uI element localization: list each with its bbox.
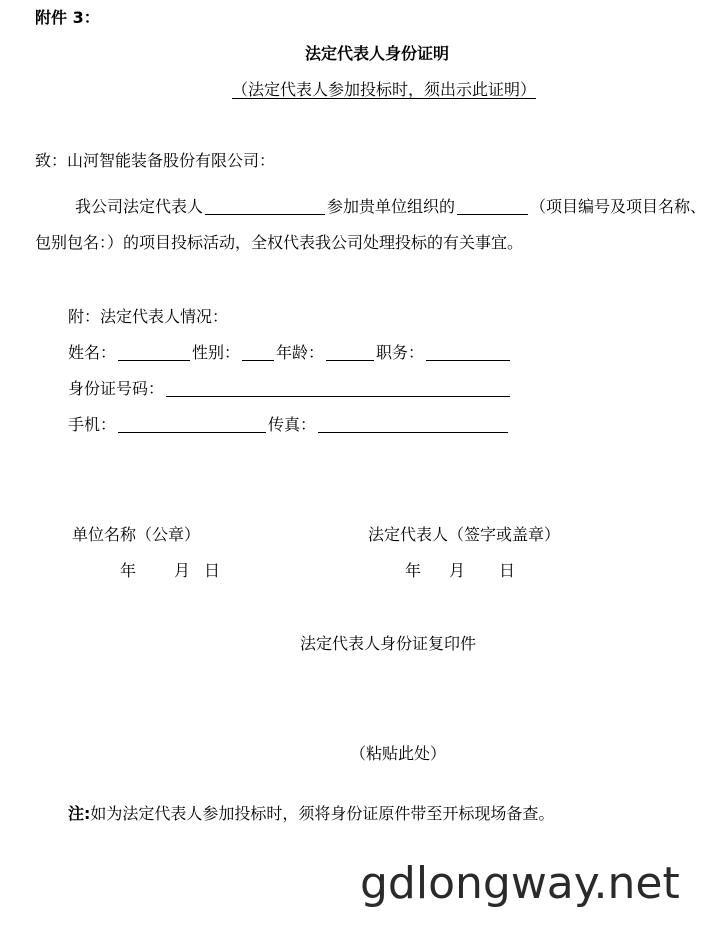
body-text-representative: 我公司法定代表人 (75, 197, 204, 216)
note-line (68, 804, 554, 824)
representative-name-blank (205, 200, 325, 215)
rep-date-month: 月 (449, 561, 466, 580)
id-copy-caption: 法定代表人身份证复印件 (300, 634, 477, 653)
id-number-blank (166, 382, 510, 397)
name-label: 姓名： (68, 343, 117, 362)
rep-date-year: 年 (405, 561, 422, 580)
addressee: 致：山河智能装备股份有限公司： (35, 151, 276, 170)
personal-info-row (68, 343, 512, 363)
unit-date-year: 年 (120, 561, 137, 580)
representative-signature-label: 法定代表人（签字或盖章） (368, 525, 561, 544)
contact-row (68, 415, 510, 435)
info-heading: 附：法定代表人情况： (68, 307, 229, 326)
unit-date-row (0, 561, 720, 581)
body-line-1 (75, 197, 720, 217)
gender-label: 性别： (192, 343, 241, 362)
age-label: 年龄： (276, 343, 325, 362)
note-prefix: 注: (68, 804, 91, 823)
document-subtitle: （法定代表人参加投标时，须出示此证明） (232, 80, 537, 99)
position-label: 职务： (376, 343, 425, 362)
position-blank (426, 346, 510, 361)
phone-label: 手机： (68, 415, 117, 434)
rep-date-day: 日 (499, 561, 516, 580)
name-blank (118, 346, 190, 361)
note-text: 如为法定代表人参加投标时，须将身份证原件带至开标现场备查。 (90, 804, 555, 823)
fax-label: 传真： (268, 415, 317, 434)
unit-date-day: 日 (204, 561, 221, 580)
project-blank (457, 200, 528, 215)
phone-blank (118, 418, 266, 433)
site-watermark: gdlongway.net (360, 858, 680, 909)
age-blank (326, 346, 374, 361)
id-number-label: 身份证号码： (68, 379, 165, 398)
unit-seal-label: 单位名称（公章） (72, 525, 201, 544)
body-line-2: 包别包名：）的项目投标活动，全权代表我公司处理投标的有关事宜。 (35, 233, 524, 252)
id-number-row (68, 379, 512, 399)
attachment-label: 附件 3： (35, 8, 100, 27)
unit-date-month: 月 (174, 561, 191, 580)
document-title: 法定代表人身份证明 (305, 44, 450, 63)
gender-blank (242, 346, 274, 361)
fax-blank (318, 418, 508, 433)
paste-hint: （粘贴此处） (350, 744, 447, 763)
body-text-organizer: 参加贵单位组织的 (327, 197, 456, 216)
body-text-project-note: （项目编号及项目名称、 (530, 197, 707, 216)
